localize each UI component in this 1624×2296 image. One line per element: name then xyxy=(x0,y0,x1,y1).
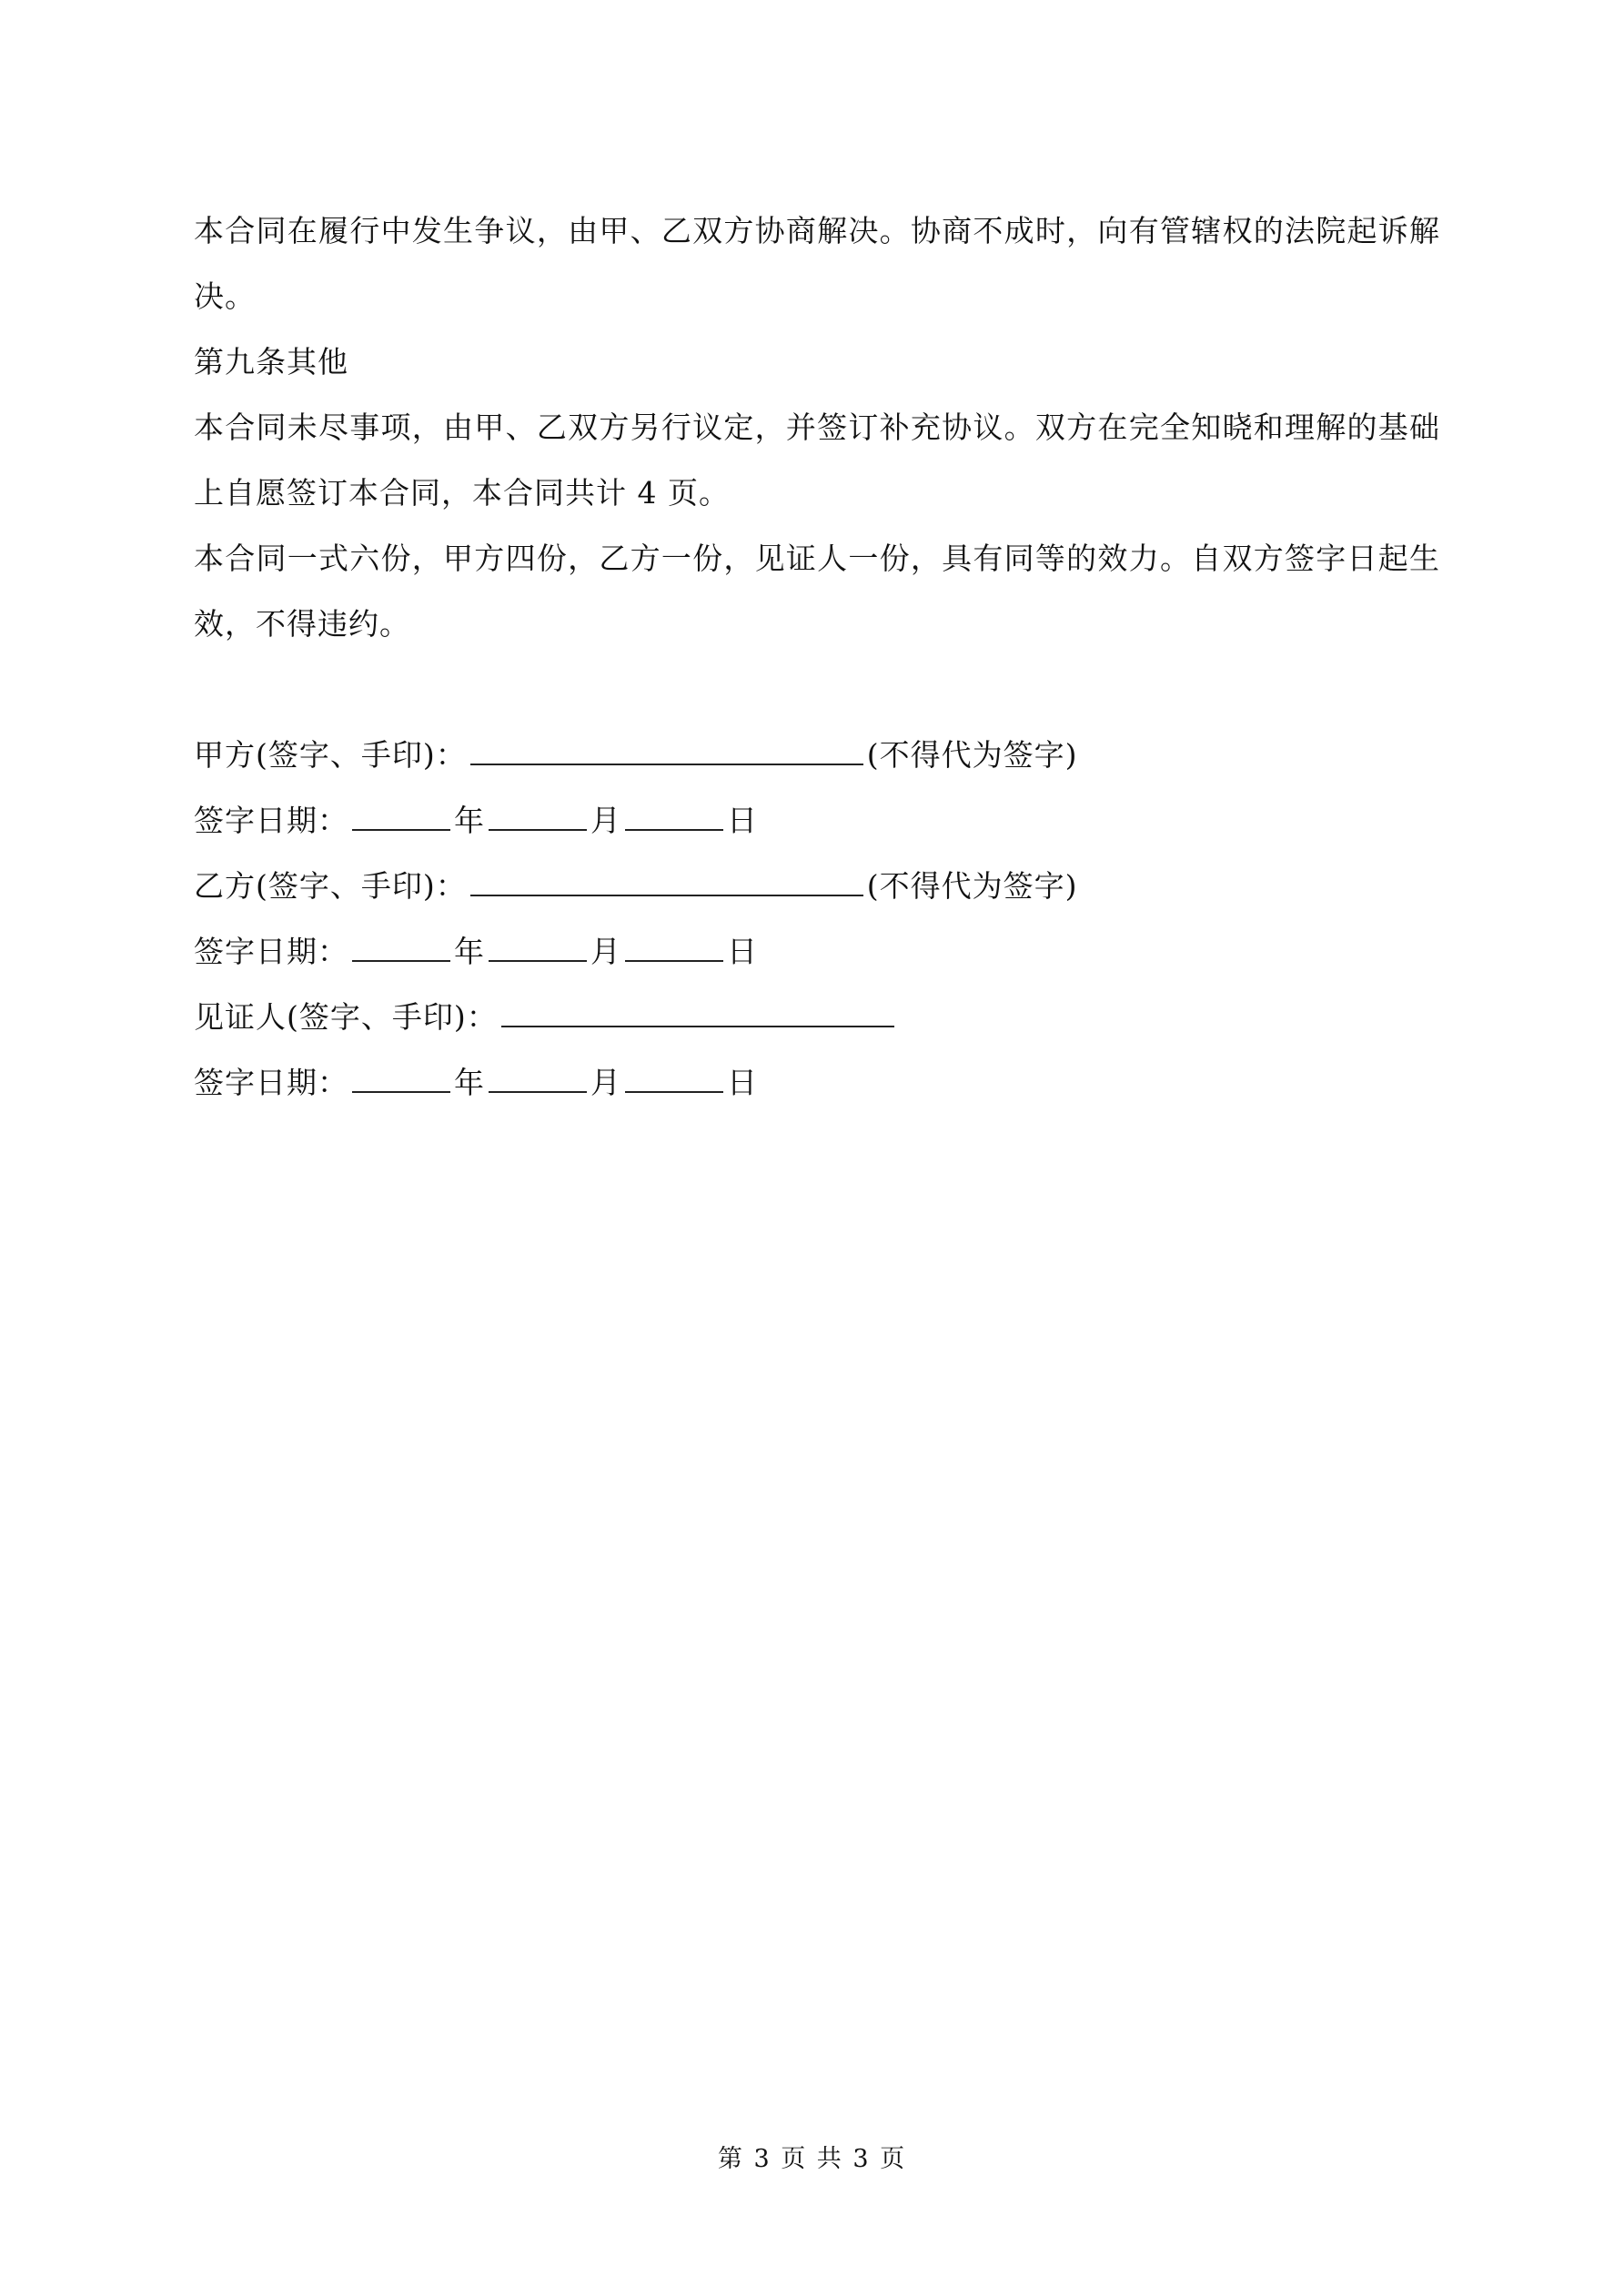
day-blank[interactable] xyxy=(625,1064,723,1093)
page-footer: 第 3 页 共 3 页 xyxy=(717,2145,907,2173)
party-a-signature-line xyxy=(194,723,1440,788)
party-b-date-line xyxy=(194,919,1440,985)
day-label: 日 xyxy=(727,1065,758,1100)
day-label: 日 xyxy=(727,934,758,969)
date-label: 签字日期： xyxy=(194,1065,348,1100)
year-blank[interactable] xyxy=(352,1064,450,1093)
year-blank[interactable] xyxy=(352,802,450,831)
witness-label: 见证人(签字、手印)： xyxy=(194,999,498,1035)
month-label: 月 xyxy=(590,803,621,838)
supplement-paragraph: 本合同未尽事项，由甲、乙双方另行议定，并签订补充协议。双方在完全知晓和理解的基础上自愿签订本合同，本合同共计 4 页。 xyxy=(194,410,1440,511)
date-label: 签字日期： xyxy=(194,934,348,969)
year-label: 年 xyxy=(454,1065,485,1100)
article-9-title: 第九条其他 xyxy=(194,344,348,379)
party-a-signature-blank[interactable] xyxy=(470,736,863,765)
month-blank[interactable] xyxy=(489,1064,587,1093)
month-blank[interactable] xyxy=(489,802,587,831)
witness-date-line xyxy=(194,1050,1440,1116)
day-label: 日 xyxy=(727,803,758,838)
month-label: 月 xyxy=(590,1065,621,1100)
year-label: 年 xyxy=(454,803,485,838)
party-a-date-line xyxy=(194,788,1440,854)
month-blank[interactable] xyxy=(489,933,587,962)
date-label: 签字日期： xyxy=(194,803,348,838)
dispute-paragraph: 本合同在履行中发生争议，由甲、乙双方协商解决。协商不成时，向有管辖权的法院起诉解决。 xyxy=(194,213,1440,314)
witness-signature-line xyxy=(194,985,1440,1050)
party-b-label: 乙方(签字、手印)： xyxy=(194,868,467,904)
copies-paragraph: 本合同一式六份，甲方四份，乙方一份，见证人一份，具有同等的效力。自双方签字日起生效，不得违约。 xyxy=(194,541,1440,642)
year-blank[interactable] xyxy=(352,933,450,962)
party-a-label: 甲方(签字、手印)： xyxy=(194,737,467,773)
party-a-note: (不得代为签字) xyxy=(866,737,1078,773)
spacer xyxy=(194,657,1440,723)
day-blank[interactable] xyxy=(625,933,723,962)
party-b-signature-line xyxy=(194,854,1440,919)
document-body xyxy=(194,198,1440,1116)
month-label: 月 xyxy=(590,934,621,969)
day-blank[interactable] xyxy=(625,802,723,831)
party-b-note: (不得代为签字) xyxy=(866,868,1078,904)
party-b-signature-blank[interactable] xyxy=(470,867,863,896)
witness-signature-blank[interactable] xyxy=(501,998,894,1027)
year-label: 年 xyxy=(454,934,485,969)
